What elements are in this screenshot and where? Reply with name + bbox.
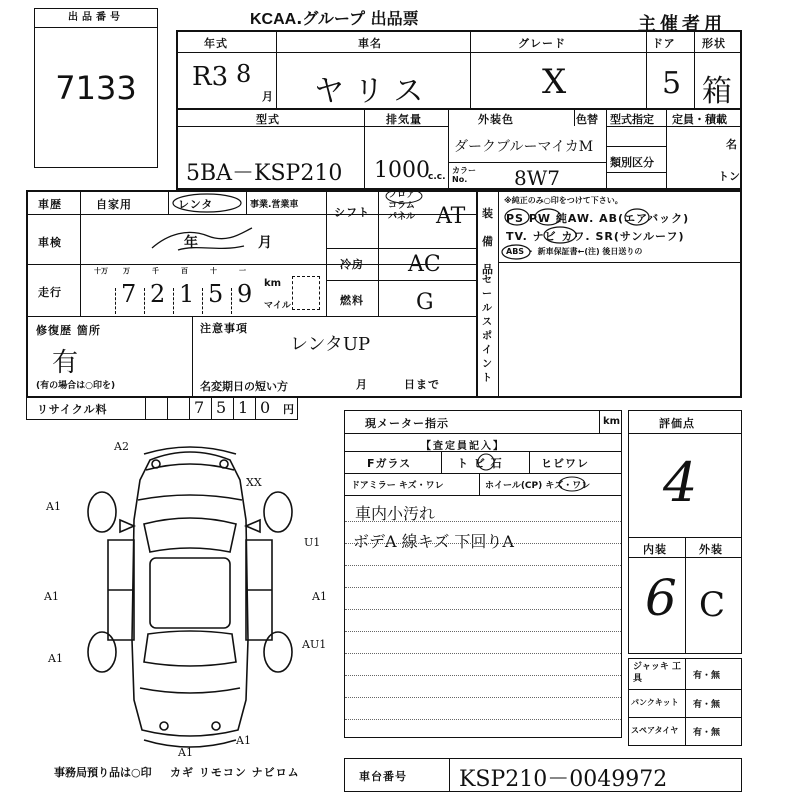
shape-label: 形状 (702, 37, 726, 50)
stone-chip-circle (475, 451, 497, 473)
type-designation-label: 型式指定 (610, 113, 654, 126)
equipment-side-label: 装備品 (482, 207, 493, 276)
brand-logo: KCAA (250, 11, 297, 28)
inspection-scribble (148, 224, 258, 258)
office-items: カギ リモコン ナビロム (170, 766, 300, 779)
exterior-score-value: C (699, 585, 726, 625)
spare-tire-label: スペアタイヤ (631, 726, 679, 735)
mileage-digit: 7 (121, 280, 137, 308)
history-label: 車歴 (38, 198, 62, 211)
car-name-value: ヤリス (314, 74, 434, 109)
name-change-month: 月 (356, 378, 368, 391)
equipment-circle-marks (500, 204, 740, 262)
lot-number-label: 出品番号 (35, 9, 157, 28)
mileage-digit: 9 (237, 280, 253, 308)
equipment-line-2: TV. ナビ カワ. SR(サンルーフ) (506, 230, 685, 243)
crack-label: ヒビワレ (541, 457, 589, 470)
ac-value: AC (408, 252, 441, 277)
interior-score-value: 6 (645, 569, 677, 627)
history-private: 自家用 (96, 198, 132, 211)
month-value: 8 (236, 60, 252, 88)
diagram-mark-a1-rear-left: A1 (48, 652, 63, 665)
diagram-mark-a1-rear-right: A1 (236, 734, 251, 747)
history-block (26, 190, 478, 398)
color-number-value: 8W7 (514, 166, 561, 190)
displacement-label: 排気量 (386, 113, 422, 126)
jack-label: ジャッキ 工具 (633, 662, 681, 684)
door-value: 5 (662, 66, 682, 101)
history-rental: レンタ (178, 198, 214, 211)
exterior-color-value: ダークブルーマイカM (454, 139, 594, 155)
repair-note: (有の場合は○印を) (36, 381, 116, 391)
spec-row (176, 108, 742, 190)
shape-value: 箱 (702, 74, 732, 109)
diagram-mark-xx: XX (246, 476, 262, 489)
diagram-mark-u1-right: U1 (304, 536, 321, 549)
spare-tire-value: 有・無 (693, 728, 721, 738)
year-label: 年式 (204, 37, 228, 50)
mileage-digit: 1 (179, 280, 195, 308)
diagram-mark-au1: AU1 (302, 638, 327, 651)
displacement-value: 1000 (374, 158, 430, 183)
recycle-digit: 1 (238, 398, 249, 417)
grade-label: グレード (518, 37, 566, 50)
tools-block (628, 658, 742, 746)
inspection-label: 車検 (38, 236, 62, 249)
type-value: 5BA－KSP210 (186, 161, 343, 186)
diagram-mark-a1-right-door: A1 (312, 590, 327, 603)
equipment-line-3: ABS ・ 新車保証書←(注) 後日送りの (506, 247, 643, 256)
mileage-digit-unit: 千 (152, 267, 159, 275)
mileage-digit-unit: 万 (123, 267, 130, 275)
diagram-mark-a1-front-left: A1 (46, 500, 61, 513)
car-name-label: 車名 (358, 37, 382, 50)
name-change-label: 名変期日の短い方 (200, 380, 288, 393)
chassis-row (344, 758, 742, 792)
diagram-mark-a2: A2 (114, 440, 129, 453)
recycle-unit: 円 (283, 403, 294, 416)
km-label: km (264, 278, 282, 289)
name-change-day: 日まで (404, 378, 440, 391)
diagram-mark-a1-left-door: A1 (44, 590, 59, 603)
floor-circle-mark (384, 188, 424, 204)
month-unit: 月 (262, 90, 273, 103)
mileage-digit-unit: 十万 (94, 267, 108, 275)
displacement-unit: c.c. (428, 172, 446, 182)
jack-value: 有・無 (693, 671, 721, 681)
lot-number-box (34, 8, 158, 168)
door-label: ドア (652, 37, 676, 50)
car-damage-diagram (40, 440, 340, 760)
shift-option-column: コラム (388, 201, 415, 211)
shift-option-panel: パネル (388, 212, 416, 222)
recycle-digit: 5 (216, 398, 227, 417)
chassis-value: KSP210－0049972 (459, 767, 668, 792)
inspector-title: 【査定員記入】 (421, 441, 505, 452)
km-mile-box (292, 276, 320, 310)
equipment-line-1: PS PW 純AW. AB(エアバック) (506, 212, 690, 225)
interior-label: 内装 (643, 543, 667, 556)
recycle-label: リサイクル料 (37, 403, 108, 416)
fuel-value: G (416, 290, 434, 315)
equipment-note: ※純正のみ○印をつけて下さい。 (504, 196, 623, 205)
history-business: 事業.営業車 (250, 200, 299, 210)
meter-unit: km (603, 416, 621, 427)
front-glass-label: Fガラス (367, 457, 412, 470)
chassis-label: 車台番号 (359, 770, 407, 783)
stone-chip-label: ト ビ 石 (457, 457, 503, 470)
wheel-scratch-circle (557, 473, 587, 495)
capacity-label: 定員・積載 (672, 113, 727, 126)
class-label: 類別区分 (610, 156, 654, 169)
form-title (250, 6, 419, 29)
inspection-month: 月 (258, 235, 272, 251)
capacity-unit-ton: トン (718, 170, 740, 183)
color-number-label: カラー No. (452, 166, 476, 184)
shift-label: シフト (334, 206, 370, 219)
diagram-mark-a1-rear: A1 (178, 746, 193, 759)
mileage-digit: 5 (208, 280, 224, 308)
puncture-kit-label: パンクキット (631, 698, 679, 707)
exterior-label: 外装 (699, 543, 723, 556)
recycle-digit: 7 (194, 398, 205, 417)
year-value: R3 (192, 62, 229, 92)
recycle-row (26, 396, 298, 420)
notes-value: レンタUP (290, 334, 371, 355)
wheel-label: ホイール(CP) キズ・ワレ (485, 481, 591, 491)
inspector-note-2: ボデA 線キズ 下回りA (353, 532, 514, 551)
inspection-year: 年 (184, 235, 198, 251)
inspector-block (344, 410, 622, 738)
mileage-digit-unit: 百 (181, 267, 188, 275)
shift-value: AT (436, 204, 466, 229)
model-row (176, 30, 742, 110)
lot-number-value: 7133 (55, 69, 137, 107)
office-note: 事務局預り品は○印 (54, 766, 152, 779)
mileage-label: 走行 (38, 286, 62, 299)
repair-value: 有 (52, 348, 79, 378)
door-mirror-label: ドアミラー キズ・ワレ (351, 481, 444, 491)
form-title-text: .グループ 出品票 (296, 9, 419, 28)
meter-label: 現メーター指示 (365, 417, 449, 430)
grade-value: X (542, 62, 567, 102)
organizer-label: 主催者用 (638, 14, 726, 35)
notes-label: 注意事項 (200, 322, 248, 335)
rental-circle-mark (170, 192, 244, 214)
capacity-unit-person: 名 (726, 138, 737, 151)
mileage-digit-unit: 十 (210, 267, 217, 275)
inspector-note-1: 車内小汚れ (355, 504, 436, 523)
type-label: 型式 (256, 113, 280, 126)
repair-label: 修復歴 箇所 (36, 324, 101, 337)
score-value: 4 (663, 451, 698, 514)
recycle-digit: 0 (260, 398, 271, 417)
mileage-digit: 2 (150, 280, 166, 308)
puncture-kit-value: 有・無 (693, 700, 721, 710)
sales-point-label: セールスポイント (482, 275, 492, 384)
shift-option-floor: フロア (388, 190, 416, 200)
exterior-color-label: 外装色 (478, 113, 514, 126)
score-block (628, 410, 742, 654)
mileage-digit-unit: 一 (239, 267, 246, 275)
color-change-label: 色替 (576, 113, 598, 126)
ac-label: 冷房 (340, 258, 364, 271)
score-label: 評価点 (659, 417, 695, 430)
mile-label: マイル (264, 301, 291, 311)
fuel-label: 燃料 (340, 294, 364, 307)
equipment-block (476, 190, 742, 398)
